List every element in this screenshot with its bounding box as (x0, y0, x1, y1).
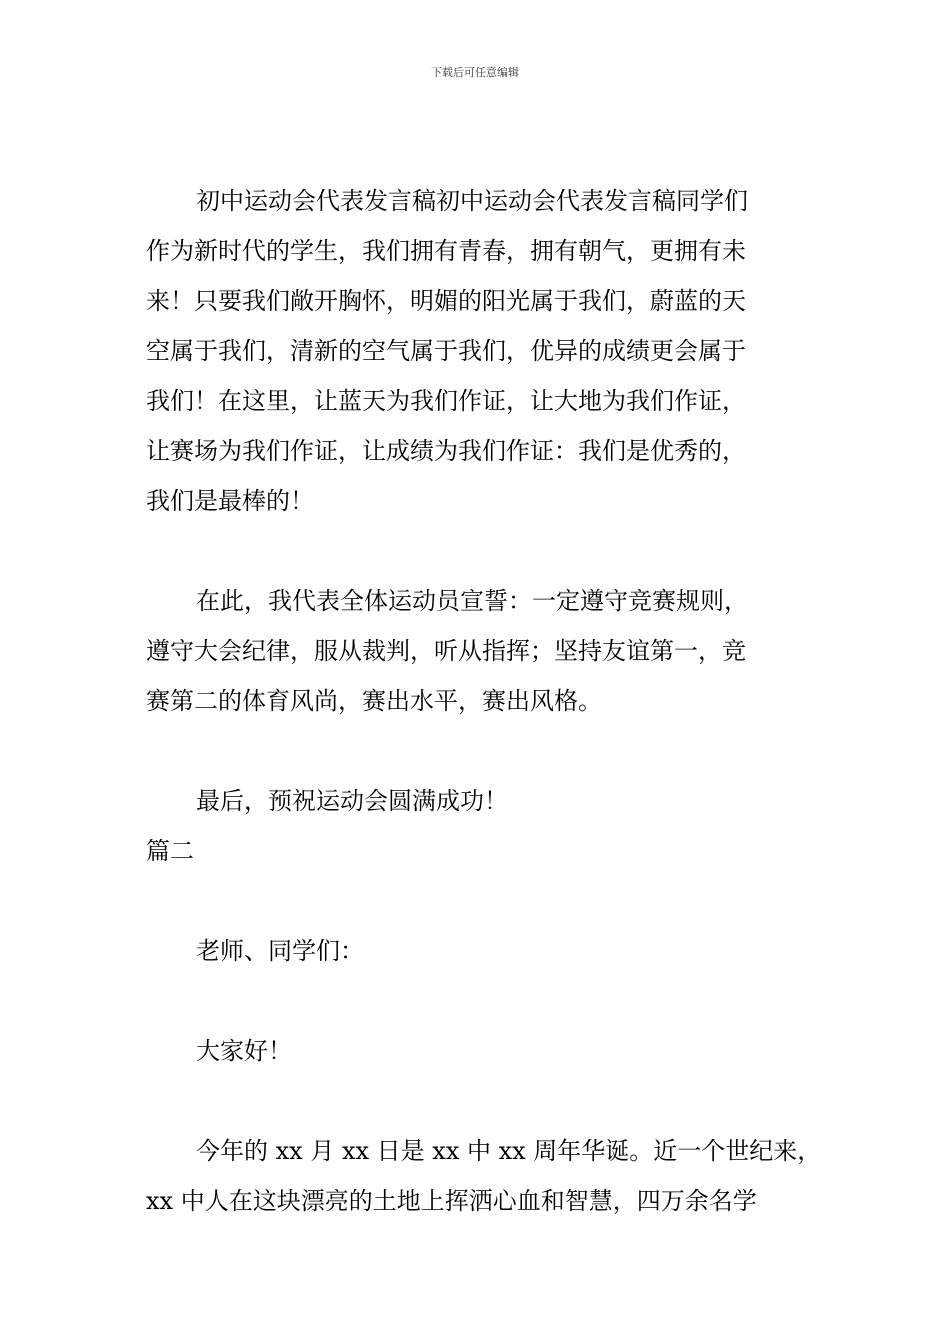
text-line: 今年的 xx 月 xx 日是 xx 中 xx 周年华诞。近一个世纪来， (196, 1137, 822, 1165)
hello-line: 大家好！ (196, 1037, 292, 1065)
paragraph-gap (146, 726, 836, 776)
paragraph-gap (146, 526, 836, 576)
text-line: xx 中人在这块漂亮的土地上挥洒心血和智慧，四万余名学 (146, 1187, 757, 1215)
page-header-note: 下载后可任意编辑 (431, 66, 519, 79)
text-line: 赛第二的体育风尚，赛出水平，赛出风格。 (146, 687, 602, 715)
paragraph-closing: 最后，预祝运动会圆满成功！ (196, 787, 508, 815)
text-line: 让赛场为我们作证，让成绩为我们作证：我们是优秀的， (146, 437, 746, 465)
text-line: 在此，我代表全体运动员宣誓：一定遵守竞赛规则， (196, 587, 748, 615)
paragraph-gap (146, 876, 836, 926)
document-body (146, 176, 836, 1226)
text-line: 遵守大会纪律，服从裁判，听从指挥；坚持友谊第一，竞 (146, 637, 746, 665)
greeting-line: 老师、同学们： (196, 937, 364, 965)
text-line: 作为新时代的学生，我们拥有青春，拥有朝气，更拥有未 (146, 237, 746, 265)
text-line: 初中运动会代表发言稿初中运动会代表发言稿同学们 (196, 187, 748, 215)
section-title: 篇二 (146, 837, 194, 865)
paragraph-opening (146, 176, 836, 526)
paragraph-gap (146, 1076, 836, 1126)
paragraph-anniversary (146, 1126, 836, 1226)
paragraph-oath (146, 576, 836, 726)
text-line: 来！只要我们敞开胸怀，明媚的阳光属于我们，蔚蓝的天 (146, 287, 746, 315)
text-line: 空属于我们，清新的空气属于我们，优异的成绩更会属于 (146, 337, 746, 365)
text-line: 我们是最棒的！ (146, 487, 314, 515)
text-line: 我们！在这里，让蓝天为我们作证，让大地为我们作证， (146, 387, 746, 415)
paragraph-gap (146, 976, 836, 1026)
